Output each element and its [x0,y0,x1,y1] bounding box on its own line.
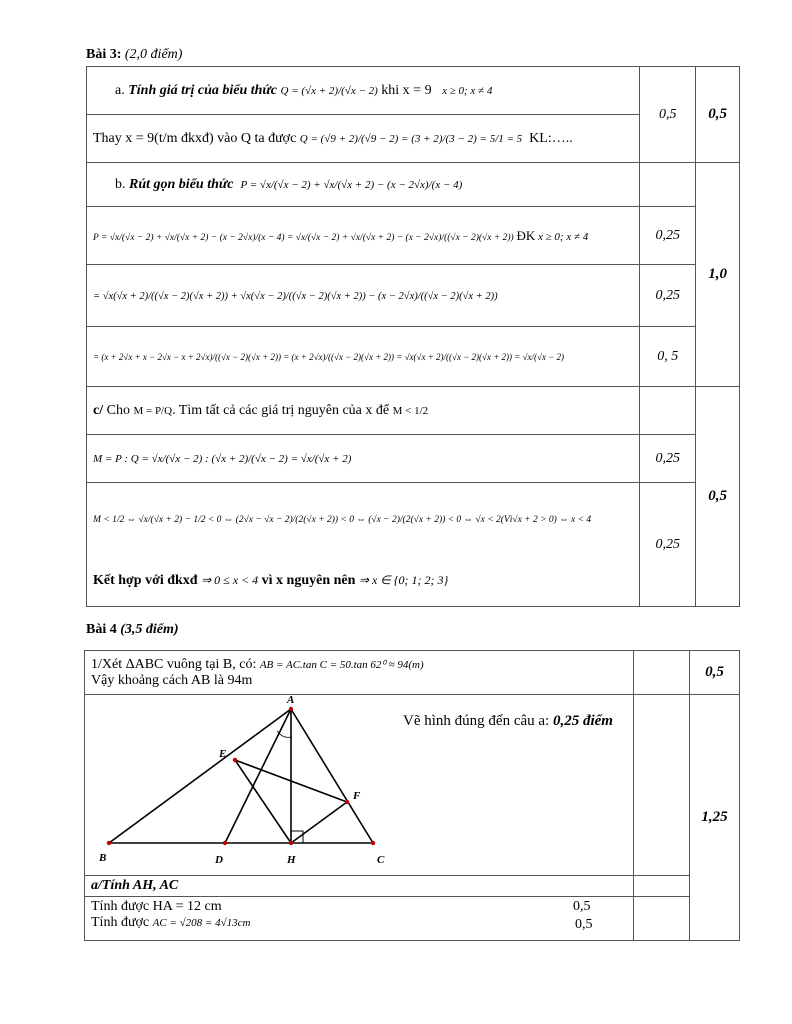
table-row [87,67,740,115]
part-a-condition-x: khi x = 9 [381,82,432,98]
part-c-expression: M = P/Q [133,404,173,417]
part-c-conclusion [93,573,633,589]
part-c-conclusion-bold2: vì x nguyên nên [261,573,356,588]
figure-note-text2: điểm [582,713,613,729]
bai3-title: Bài 3: [86,47,122,62]
bai4-a-line1: Tính được HA = 12 cm [91,899,222,914]
table-row [87,207,740,265]
segment-FH [291,802,347,843]
part-b-step3: = (x + 2√x + x − 2√x − x + 2√x)/((√x − 2)(√x + 2)) = (x + 2√x)/((√x − 2)(√x + 2)) = √x(√x + 2)/((√x − 2)(√x + 2)) = √x/(√x − 2) [93,351,565,362]
table-row [87,163,740,207]
part-c-step2: M < 1/2 ⇔ √x/(√x + 2) − 1/2 < 0 ⇔ (2√x − √x − 2)/(2(√x + 2)) < 0 ⇔ (√x − 2)/(2(√x + 2)) < 0 ⇔ √x < 2(Vì√x + 2 > 0) ⇔ x < 4 [93,515,592,525]
part-a-label: a. [115,82,125,98]
table-row [85,695,740,876]
part-c-label: c/ [93,402,104,418]
segment-AD [225,709,291,843]
point-D [223,841,227,845]
label-C: C [377,854,385,866]
bai4-a-heading: a/Tính AH, AC [85,876,634,897]
part-c-step1: M = P : Q = √x/(√x − 2) : (√x + 2)/(√x − 2) = √x/(√x + 2) [93,452,352,465]
bai3-heading [86,47,182,63]
point-B [107,841,111,845]
edge-AC [291,709,373,843]
bai4-r1-math: AB = AC.tan C = 50.tan 62⁰ ≈ 94(m) [259,658,424,671]
label-H: H [287,854,296,866]
point-E [233,758,237,762]
table-row [85,651,740,695]
point-A [289,707,293,711]
label-E: E [219,748,227,760]
part-b-step1: P = √x/(√x − 2) + √x/(√x + 2) − (x − 2√x)/(x − 4) = √x/(√x − 2) + √x/(√x + 2) − (x − 2√x)/((√x − 2)(√x + 2)) [93,232,514,243]
part-c-total: 0,5 [696,387,740,607]
point-C [371,841,375,845]
bai4-r1-total: 0,5 [690,651,740,695]
part-b-step2: = √x(√x + 2)/((√x − 2)(√x + 2)) + √x(√x − 2)/((√x − 2)(√x + 2)) − (x − 2√x)/((√x − 2)(√x + 2)) [93,290,498,302]
part-b-total: 1,0 [696,163,740,387]
part-b-expression: P = √x/(√x − 2) + √x/(√x + 2) − (x − 2√x)/(x − 4) [240,178,463,191]
table-row [87,265,740,327]
part-b-step2-score: 0,25 [640,265,696,327]
table-row [85,876,740,897]
point-F [345,800,349,804]
table-row [87,435,740,483]
label-B: B [99,852,107,864]
part-b-step1-score: 0,25 [640,207,696,265]
part-c-conclusion-math2: ⇒ x ∈ {0; 1; 2; 3} [358,573,449,587]
part-b-domain: x ≥ 0; x ≠ 4 [538,230,589,243]
bai4-a-line1-score: 0,5 [573,899,591,914]
figure-score: 0,25 [552,713,580,729]
part-b-dk-label: ĐK [516,227,536,243]
triangle-figure [85,695,405,875]
label-D: D [215,854,223,866]
part-c-conclusion-bold: Kết hợp với đkxđ [93,573,198,588]
table-row [87,387,740,435]
part-a-total: 0,5 [696,67,740,163]
bai4-part2-total: 1,25 [690,695,740,941]
table-row [87,327,740,387]
part-c-step1-score: 0,25 [640,435,696,483]
bai4-r1-text2: Vậy khoảng cách AB là 94m [91,672,253,688]
part-b-label: b. [115,176,126,192]
point-H [289,841,293,845]
bai4-heading [86,622,179,638]
part-b-step3-score: 0, 5 [640,327,696,387]
bai4-a-line2-text: Tính được [91,915,150,930]
bai4-title: Bài 4 [86,622,117,637]
bai4-a-line2-score: 0,5 [575,917,593,932]
segment-EH [235,760,291,843]
bai3-points: (2,0 điểm) [124,47,183,62]
part-b-task: Rút gọn biểu thức [129,176,234,192]
figure-note-text: Vẽ hình đúng đến câu a: [403,713,550,729]
label-F: F [353,790,361,802]
part-c-text2: . Tìm tất cả các giá trị nguyên của x để [172,402,390,418]
bai4-table [84,650,740,941]
table-row [85,897,740,941]
label-A: A [287,695,295,706]
edge-AB [109,709,291,843]
part-a-expression: Q = (√x + 2)/(√x − 2) [280,84,378,97]
part-a-substitution-math: Q = (√9 + 2)/(√9 − 2) = (3 + 2)/(3 − 2) = 5/1 = 5 [299,132,523,145]
table-row [87,483,740,607]
part-a-task: Tính giá trị của biểu thức [128,82,278,98]
part-a-substitution-text: Thay x = 9(t/m đkxđ) vào Q ta được [93,130,297,146]
part-a-conclusion: KL:….. [529,130,573,146]
part-c-step2-score: 0,25 [640,483,696,607]
bai4-points: (3,5 điểm) [120,622,179,637]
bai4-r1-text1: 1/Xét ΔABC vuông tại B, có: [91,656,257,672]
part-c-conclusion-math1: ⇒ 0 ≤ x < 4 [201,573,259,587]
part-c-text1: Cho [106,402,130,418]
part-a-score: 0,5 [640,67,696,163]
bai3-table [86,66,740,607]
bai4-a-line2-math: AC = √208 = 4√13cm [152,917,251,929]
figure-note [403,713,633,730]
part-c-inequality: M < 1/2 [392,404,429,417]
part-a-domain: x ≥ 0; x ≠ 4 [442,84,493,97]
